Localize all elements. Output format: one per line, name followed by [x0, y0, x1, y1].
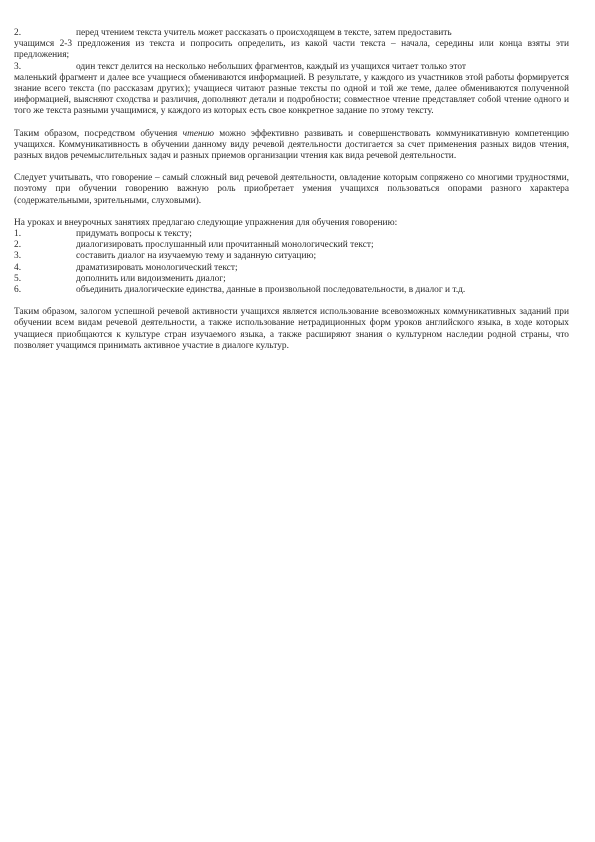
- list-item-number: 2.: [14, 28, 22, 38]
- exercise-item: [14, 263, 569, 274]
- exercise-number: 6.: [14, 285, 22, 296]
- exercise-item: [14, 229, 569, 240]
- exercise-text: составить диалог на изучаемую тему и заданную ситуацию;: [76, 251, 317, 262]
- exercise-item: [14, 240, 569, 251]
- list-item-continuation: маленький фрагмент и далее все учащиеся обмениваются информацией. В результате, у каждого из участников этой работы формируется знание всего текста (по рассказам других); учащиеся читают разные тексты по одной и той же теме, далее обмениваются полученной информацией, выясняют сходства и различия, дополняют детали и подробности; совместное чтение представляет собой чтение одного и того же текста разными учащимися, у каждого из которых есть свое конкретное задание по этому тексту.: [14, 72, 569, 117]
- exercise-text: драматизировать монологический текст;: [76, 262, 238, 273]
- exercise-list: [14, 229, 569, 296]
- exercise-item: [14, 274, 569, 285]
- emphasis-text: чтению: [182, 128, 214, 139]
- exercise-text: придумать вопросы к тексту;: [76, 229, 192, 240]
- paragraph-text: Таким образом, посредством обучения: [14, 128, 183, 139]
- list-item: [14, 62, 569, 118]
- exercise-number: 2.: [14, 240, 22, 251]
- paragraph-text: можно эффективно развивать и совершенствовать коммуникативную компетенцию учащихся. Коммуникативность в обучении данному виду речевой деятельности достигается за счет применения разных видов чтения, разных видов речемыслительных задач и разных приемов организации чтения как вида речевой деятельности.: [14, 128, 569, 162]
- exercise-number: 1.: [14, 229, 22, 240]
- exercise-text: дополнить или видоизменить диалог;: [76, 273, 226, 284]
- paragraph-speaking: Следует учитывать, что говорение – самый сложный вид речевой деятельности, овладение которым сопряжено со многими трудностями, поэтому при обучении говорению важную роль приобретает умения учащихся пользоваться опорами разного характера (содержательными, зрительными, слуховыми).: [14, 173, 569, 206]
- exercise-text: объединить диалогические единства, данные в произвольной последовательности, в диалог и т.д.: [76, 285, 466, 296]
- text-body: [14, 28, 569, 352]
- exercise-number: 5.: [14, 273, 22, 284]
- exercise-number: 3.: [14, 251, 22, 262]
- exercise-item: [14, 285, 569, 296]
- list-item-first-line: перед чтением текста учитель может рассказать о происходящем в тексте, затем предоставить: [76, 28, 452, 38]
- exercise-item: [14, 251, 569, 262]
- exercise-number: 4.: [14, 262, 22, 273]
- list-item-first-line: один текст делится на несколько небольших фрагментов, каждый из учащихся читает только этот: [76, 61, 467, 72]
- exercises-intro: На уроках и внеурочных занятиях предлагаю следующие упражнения для обучения говорению:: [14, 217, 398, 228]
- paragraph-conclusion: Таким образом, залогом успешной речевой активности учащихся является использование всевозможных коммуникативных заданий при обучении всем видам речевой деятельности, а также использование нетрадиционных форм уроков английского языка, в ходе которых учащиеся приобщаются к культуре стран изучаемого языка, а также расширяют знания о культурном наследии родной страны, что позволяет учащимся принимать активное участие в диалоге культур.: [14, 307, 569, 351]
- paragraph-reading: [14, 129, 569, 163]
- list-item-number: 3.: [14, 61, 22, 72]
- list-item: [14, 28, 569, 62]
- exercise-text: диалогизировать прослушанный или прочитанный монологический текст;: [76, 240, 374, 251]
- list-item-continuation: учащимся 2-3 предложения из текста и попросить определить, из какой части текста – начала, середины или конца взяты эти предложения;: [14, 39, 569, 61]
